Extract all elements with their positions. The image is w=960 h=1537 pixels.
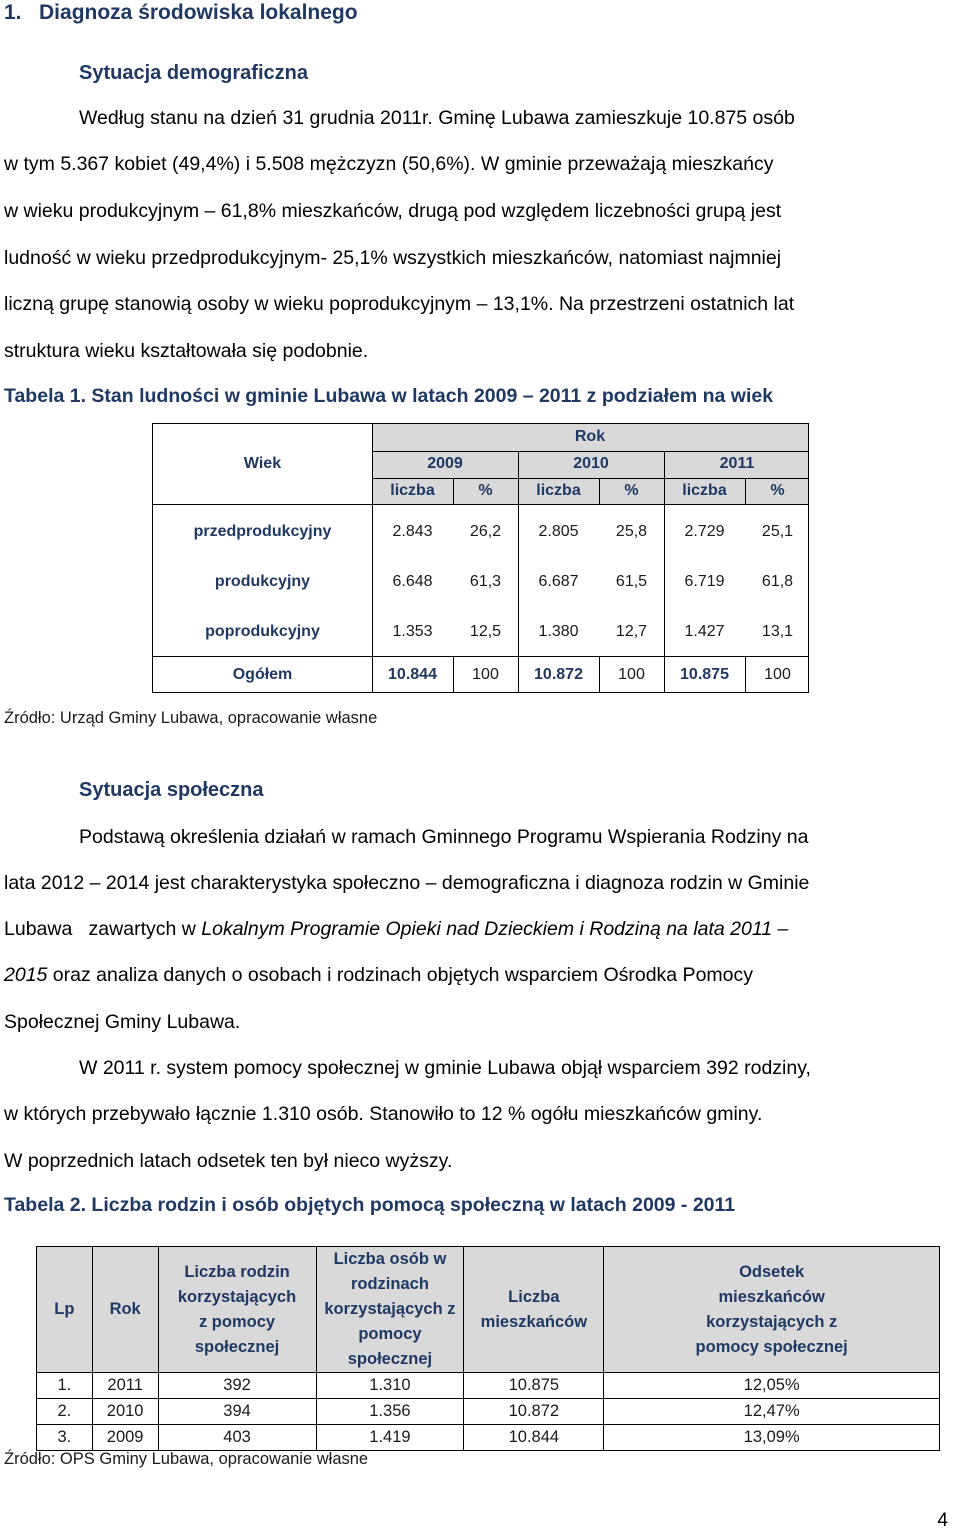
header-pct: % [478,482,493,499]
table-population-by-age [152,423,809,693]
table-cell: 10.872 [464,1399,604,1425]
table-cell: 2.805 [538,523,579,540]
paragraph-line: liczną grupę stanowią osoby w wieku poprodukcyjnym – 13,1%. Na przestrzeni ostatnich lat [4,293,795,315]
paragraph-line-text: Według stanu na dzień 31 grudnia 2011r. Gminę Lubawa zamieszkuje 10.875 osób [79,107,795,129]
program-title-italic: Lokalnym Programie Opieki nad Dzieckiem i Rodziną na lata 2011 – [201,918,789,940]
table-cell: 12,05% [604,1373,940,1399]
row-label: poprodukcyjny [205,623,320,640]
paragraph-line: Społecznej Gminy Lubawa. [4,1011,241,1033]
section-heading: 1. Diagnoza środowiska lokalnego [4,1,358,24]
table1-source: Źródło: Urząd Gminy Lubawa, opracowanie własne [4,709,378,727]
table-cell: 13,1 [761,623,794,640]
table-divider [153,656,808,657]
table-cell: 10.872 [534,666,583,683]
table-cell: 392 [158,1373,316,1399]
table-row [37,1373,940,1399]
column-header-residents: Liczba mieszkańców [464,1247,604,1373]
row-label: produkcyjny [214,573,311,590]
table-divider [372,451,808,452]
table-cell: 10.844 [388,666,437,683]
paragraph-line: w których przebywało łącznie 1.310 osób. Stanowiło to 12 % ogółu mieszkańców gminy. [4,1103,763,1125]
table-cell: 25,1 [761,523,794,540]
table-cell: 6.719 [684,573,725,590]
table-cell: 12,47% [604,1399,940,1425]
header-year: 2011 [719,455,755,472]
header-liczba: liczba [682,482,727,499]
table-cell: 2010 [92,1399,158,1425]
table-cell: 10.875 [680,666,729,683]
table-cell: 2011 [92,1373,158,1399]
paragraph-text: Lubawa zawartych w [4,918,202,940]
table-cell: 12,7 [615,623,648,640]
table-divider [153,504,808,505]
table-cell: 1.353 [392,623,433,640]
table-cell: 13,09% [604,1425,940,1451]
table-cell: 2009 [92,1425,158,1451]
table-cell: 10.875 [464,1373,604,1399]
section-title-demographic: Sytuacja demograficzna [79,62,308,84]
page-number: 4 [937,1510,948,1531]
paragraph-text: oraz analiza danych o osobach i rodzinach objętych wsparciem Ośrodka Pomocy [47,964,753,986]
table-cell: 12,5 [469,623,502,640]
table-cell: 403 [158,1425,316,1451]
paragraph-line: W 2011 r. system pomocy społecznej w gminie Lubawa objął wsparciem 392 rodziny, [79,1057,811,1079]
table-cell: 6.687 [538,573,579,590]
paragraph-line [79,107,955,129]
header-year: 2009 [427,455,463,472]
table-cell: 1.427 [684,623,725,640]
table-cell: 1.380 [538,623,579,640]
column-header-rok: Rok [92,1247,158,1373]
table-cell: 61,8 [761,573,794,590]
header-rok: Rok [574,428,606,445]
table-cell: 394 [158,1399,316,1425]
paragraph-line: lata 2012 – 2014 jest charakterystyka społeczno – demograficzna i diagnoza rodzin w Gminie [4,872,810,894]
table1-caption: Tabela 1. Stan ludności w gminie Lubawa w latach 2009 – 2011 z podziałem na wiek [4,385,774,407]
table-cell: 1.310 [316,1373,464,1399]
section-title-social: Sytuacja społeczna [79,779,264,801]
table-cell: 100 [618,666,645,683]
table-cell: 1. [37,1373,93,1399]
header-year: 2010 [573,455,609,472]
table-cell: 61,5 [615,573,648,590]
column-header-families: Liczba rodzin korzystających z pomocy społecznej [158,1247,316,1373]
table-cell: 100 [764,666,791,683]
table-cell: 3. [37,1425,93,1451]
program-title-italic: 2015 [4,964,48,986]
table2-caption: Tabela 2. Liczba rodzin i osób objętych pomocą społeczną w latach 2009 - 2011 [4,1194,736,1216]
header-pct: % [624,482,639,499]
header-pct: % [770,482,785,499]
column-header-percent: Odsetek mieszkańców korzystających z pomocy społecznej [604,1247,940,1373]
column-header-lp: Lp [37,1247,93,1373]
table-row [37,1425,940,1451]
table-cell: 1.419 [316,1425,464,1451]
paragraph-line [4,918,788,940]
table-social-assistance [36,1246,940,1451]
column-header-persons: Liczba osób w rodzinach korzystających z pomocy społecznej [316,1247,464,1373]
table-row [37,1399,940,1425]
header-liczba: liczba [390,482,435,499]
row-label: przedprodukcyjny [193,523,332,540]
paragraph-line: w tym 5.367 kobiet (49,4%) i 5.508 mężczyzn (50,6%). W gminie przeważają mieszkańcy [4,153,774,175]
table-cell: 2.729 [684,523,725,540]
paragraph-line: struktura wieku kształtowała się podobnie. [4,340,369,362]
paragraph-line: W poprzednich latach odsetek ten był nieco wyższy. [4,1150,453,1172]
table-cell: 2.843 [392,523,433,540]
header-wiek: Wiek [243,455,282,472]
table2-source: Źródło: OPS Gminy Lubawa, opracowanie własne [4,1450,369,1468]
table-cell: 2. [37,1399,93,1425]
table-cell: 6.648 [392,573,433,590]
paragraph-line: ludność w wieku przedprodukcyjnym- 25,1% wszystkich mieszkańców, natomiast najmniej [4,247,782,269]
table-cell: 26,2 [469,523,502,540]
paragraph-line: Podstawą określenia działań w ramach Gminnego Programu Wspierania Rodziny na [79,826,809,848]
header-liczba: liczba [536,482,581,499]
table-cell: 1.356 [316,1399,464,1425]
row-label-total: Ogółem [232,666,293,683]
table-cell: 10.844 [464,1425,604,1451]
table-cell: 100 [472,666,499,683]
paragraph-line [4,964,753,986]
table-cell: 61,3 [469,573,502,590]
table-divider [372,478,808,479]
paragraph-line: w wieku produkcyjnym – 61,8% mieszkańców, drugą pod względem liczebności grupą jest [4,200,782,222]
table-cell: 25,8 [615,523,648,540]
